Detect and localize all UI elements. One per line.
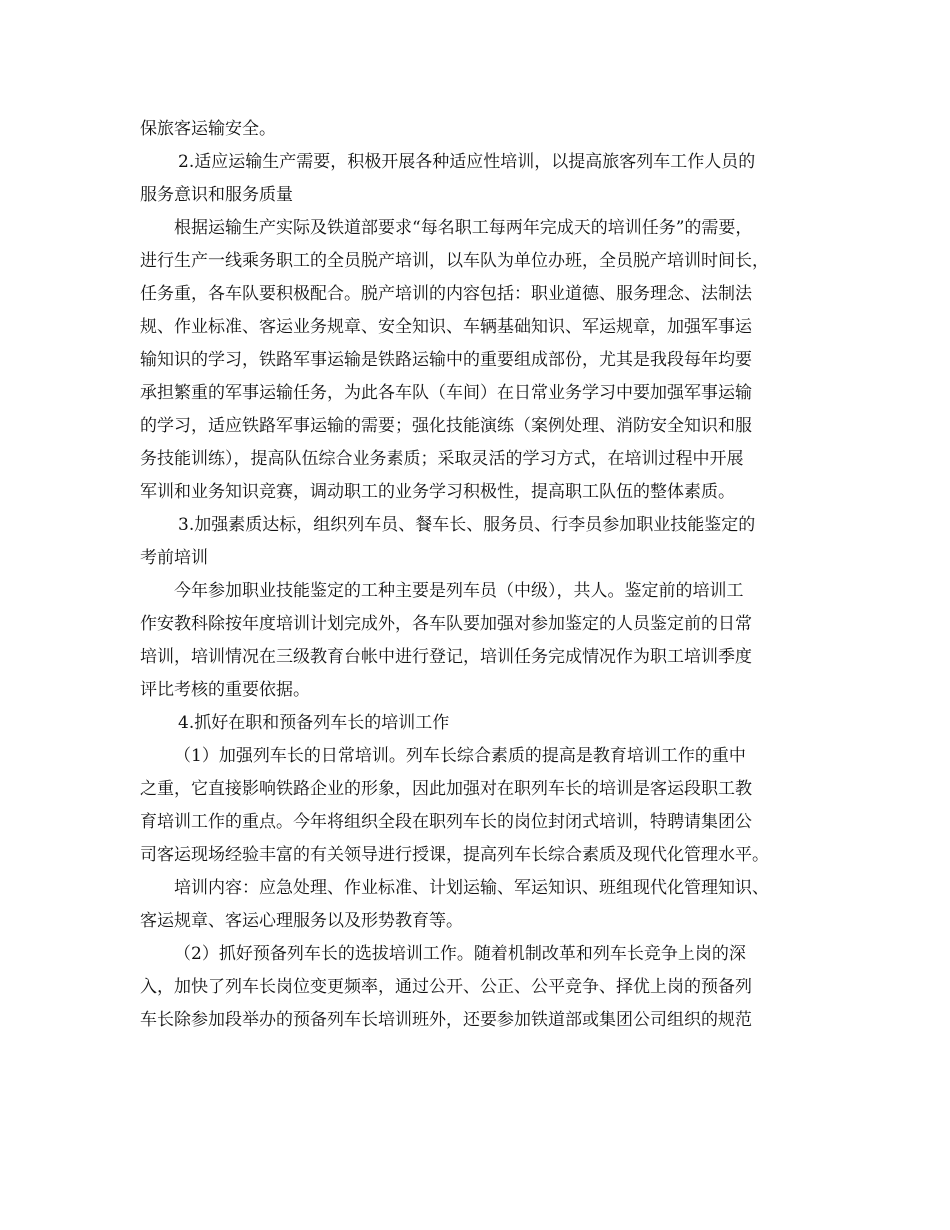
- text-line: 作安教科除按年度培训计划完成外，各车队要加强对参加鉴定的人员鉴定前的日常: [140, 614, 752, 634]
- body-text: [140, 113, 830, 1037]
- text-line: 育培训工作的重点。今年将组织全段在职列车长的岗位封闭式培训，特聘请集团公: [140, 812, 752, 832]
- text-line: 之重，它直接影响铁路企业的形象，因此加强对在职列车长的培训是客运段职工教: [140, 779, 752, 799]
- text-line: 进行生产一线乘务职工的全员脱产培训，以车队为单位办班，全员脱产培训时间长，: [140, 251, 769, 271]
- text-line: 评比考核的重要依据。: [140, 680, 310, 700]
- text-line: 根据运输生产实际及铁道部要求“每名职工每两年完成天的培训任务”的需要，: [174, 218, 753, 238]
- section-heading-2-cont: 服务意识和服务质量: [140, 185, 293, 205]
- text-line: 司客运现场经验丰富的有关领导进行授课，提高列车长综合素质及现代化管理水平。: [140, 845, 769, 865]
- text-line: 任务重，各车队要积极配合。脱产培训的内容包括：职业道德、服务理念、法制法: [140, 284, 752, 304]
- section-heading-2: 2.适应运输生产需要，积极开展各种适应性培训，以提高旅客列车工作人员的: [178, 152, 756, 172]
- text-line: 承担繁重的军事运输任务，为此各车队（车间）在日常业务学习中要加强军事运输: [140, 383, 752, 403]
- text-line: 的学习，适应铁路军事运输的需要；强化技能演练（案例处理、消防安全知识和服: [140, 416, 752, 436]
- section-heading-3: 3.加强素质达标，组织列车员、餐车长、服务员、行李员参加职业技能鉴定的: [178, 515, 756, 535]
- section-heading-3-cont: 考前培训: [140, 548, 208, 568]
- text-line: （1）加强列车长的日常培训。列车长综合素质的提高是教育培训工作的重中: [174, 746, 746, 766]
- text-line: 规、作业标准、客运业务规章、安全知识、车辆基础知识、军运规章，加强军事运: [140, 317, 752, 337]
- text-line: 今年参加职业技能鉴定的工种主要是列车员（中级），共人。鉴定前的培训工: [174, 581, 744, 601]
- section-heading-4: 4.抓好在职和预备列车长的培训工作: [178, 713, 450, 733]
- text-line: 输知识的学习，铁路军事运输是铁路运输中的重要组成部份，尤其是我段每年均要: [140, 350, 752, 370]
- text-line: 保旅客运输安全。: [140, 119, 276, 139]
- text-line: 入，加快了列车长岗位变更频率，通过公开、公正、公平竞争、择优上岗的预备列: [140, 977, 752, 997]
- text-line: 培训内容：应急处理、作业标准、计划运输、军运知识、班组现代化管理知识、: [174, 878, 769, 898]
- text-line: 车长除参加段举办的预备列车长培训班外，还要参加铁道部或集团公司组织的规范: [140, 1010, 752, 1030]
- text-line: （2）抓好预备列车长的选拔培训工作。随着机制改革和列车长竞争上岗的深: [174, 944, 746, 964]
- text-line: 客运规章、客运心理服务以及形势教育等。: [140, 911, 463, 931]
- text-line: 培训，培训情况在三级教育台帐中进行登记，培训任务完成情况作为职工培训季度: [140, 647, 752, 667]
- text-line: 务技能训练），提高队伍综合业务素质；采取灵活的学习方式，在培训过程中开展: [140, 449, 744, 469]
- text-line: 军训和业务知识竞赛，调动职工的业务学习积极性，提高职工队伍的整体素质。: [140, 482, 735, 502]
